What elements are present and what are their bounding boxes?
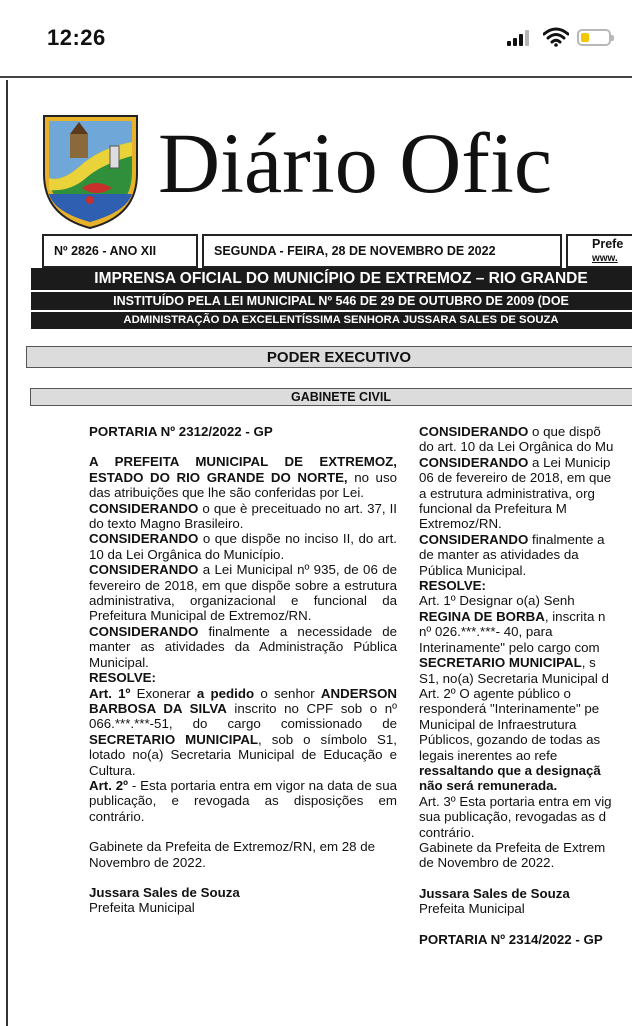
right-line: Pública Municipal. — [419, 562, 527, 578]
right-line: CONSIDERANDO o que dispõ — [419, 424, 601, 439]
signature-name: Jussara Sales de Souza — [89, 884, 240, 900]
right-line: REGINA DE BORBA, inscrita n — [419, 608, 606, 624]
right-line: responderá "Interinamente" pe — [419, 701, 600, 717]
right-line: Públicos, gozando de todas as — [419, 732, 601, 748]
right-signature-title: Prefeita Municipal — [419, 901, 525, 917]
section-gabinete-civil: GABINETE CIVIL — [30, 388, 632, 406]
right-line: Municipal de Infraestrutura — [419, 716, 577, 732]
right-line: contrário. — [419, 824, 475, 840]
right-line: sua publicação, revogadas as d — [419, 809, 607, 825]
portaria-2313-continued — [419, 424, 632, 947]
right-line: ressaltando que a designaçã — [419, 762, 601, 778]
right-line: legais inerentes ao refe — [419, 747, 558, 763]
header-instituido: INSTITUÍDO PELA LEI MUNICIPAL Nº 546 DE 29 DE OUTUBRO DE 2009 (DOE — [31, 292, 632, 310]
right-line: 06 de fevereiro de 2018, em que — [419, 470, 612, 486]
paragraph-considerando-2: CONSIDERANDO o que dispõe no inciso II, do art. 10 da Lei Orgânica do Município. — [89, 531, 397, 562]
header-administracao: ADMINISTRAÇÃO DA EXCELENTÍSSIMA SENHORA JUSSARA SALES DE SOUZA — [31, 312, 632, 329]
right-line: nº 026.***.***- 40, para — [419, 624, 553, 640]
article-1: Art. 1º Exonerar a pedido o senhor ANDERSON BARBOSA DA SILVA inscrito no CPF sob o nº 066.***.***-51, do cargo comissionado de SECRETARIO MUNICIPAL, sob o símbolo S1, lotado no(a) Secretaria Municipal de Educação e Cultura. — [89, 685, 398, 778]
resolve-heading: RESOLVE: — [89, 670, 156, 686]
status-bar — [0, 0, 632, 76]
municipal-coat-of-arms-icon — [40, 112, 141, 230]
closing-location-date: Gabinete da Prefeita de Extremoz/RN, em 28 de Novembro de 2022. — [89, 839, 376, 870]
issue-date: SEGUNDA - FEIRA, 28 DE NOVEMBRO DE 2022 — [202, 234, 562, 268]
right-line: Art. 1º Designar o(a) Senh — [419, 593, 575, 609]
prefeitura-box — [566, 234, 632, 268]
right-line: SECRETARIO MUNICIPAL, s — [419, 655, 596, 671]
document-page[interactable] — [0, 76, 632, 1026]
portaria-title: PORTARIA Nº 2312/2022 - GP — [89, 424, 273, 439]
paragraph-preamble: A PREFEITA MUNICIPAL DE EXTREMOZ, ESTADO DO RIO GRANDE DO NORTE, no uso das atribuições que lhe são conferidas por Lei. — [89, 454, 397, 501]
right-line: não será remunerada. — [419, 778, 558, 794]
status-time: 12:26 — [47, 25, 106, 50]
right-line: Interinamente" pelo cargo com — [419, 639, 600, 655]
right-line: CONSIDERANDO a Lei Municip — [419, 454, 611, 470]
site-link[interactable]: www. — [592, 253, 618, 264]
right-line: CONSIDERANDO finalmente a — [419, 531, 605, 547]
paragraph-considerando-3: CONSIDERANDO a Lei Municipal nº 935, de 06 de fevereiro de 2018, em que dispõe sobre a estrutura administrativa, organizacional e funcional da Prefeitura Municipal de Extremoz/RN. — [89, 562, 397, 624]
masthead-title: Diário Ofic — [158, 115, 553, 211]
portaria-2312 — [89, 424, 397, 916]
issue-number: Nº 2826 - ANO XII — [42, 234, 198, 268]
right-line: Gabinete da Prefeita de Extrem — [419, 839, 606, 855]
prefeitura-label: Prefe — [592, 237, 624, 251]
right-line: do art. 10 da Lei Orgânica do Mu — [419, 439, 614, 455]
next-portaria-title: PORTARIA Nº 2314/2022 - GP — [419, 931, 603, 947]
page-edge — [6, 80, 8, 1026]
paragraph-considerando-4: CONSIDERANDO finalmente a necessidade de manter as atividades da Administração Pública Municipal. — [89, 623, 397, 670]
section-poder-executivo: PODER EXECUTIVO — [26, 346, 632, 368]
right-resolve-heading: RESOLVE: — [419, 578, 486, 594]
right-line: de manter as atividades da — [419, 547, 579, 563]
right-line: de Novembro de 2022. — [419, 855, 555, 871]
right-line: Art. 3º Esta portaria entra em vig — [419, 793, 612, 809]
cellular-signal-icon — [507, 30, 533, 46]
right-signature-name: Jussara Sales de Souza — [419, 885, 570, 901]
signature-title: Prefeita Municipal — [89, 900, 195, 916]
battery-icon — [577, 29, 611, 46]
article-2: Art. 2º - Esta portaria entra em vigor na data de sua publicação, e revogada as disposições em contrário. — [89, 777, 397, 824]
right-line: S1, no(a) Secretaria Municipal d — [419, 670, 609, 686]
right-line: funcional da Prefeitura M — [419, 501, 567, 517]
right-line: Extremoz/RN. — [419, 516, 502, 532]
right-line: Art. 2º O agente público o — [419, 685, 571, 701]
header-imprensa: IMPRENSA OFICIAL DO MUNICÍPIO DE EXTREMOZ – RIO GRANDE — [31, 268, 632, 290]
wifi-icon — [543, 27, 569, 47]
paragraph-considerando-1: CONSIDERANDO o que è preceituado no art. 37, II do texto Magno Brasileiro. — [89, 500, 397, 532]
right-line: a estrutura administrativa, org — [419, 485, 595, 501]
